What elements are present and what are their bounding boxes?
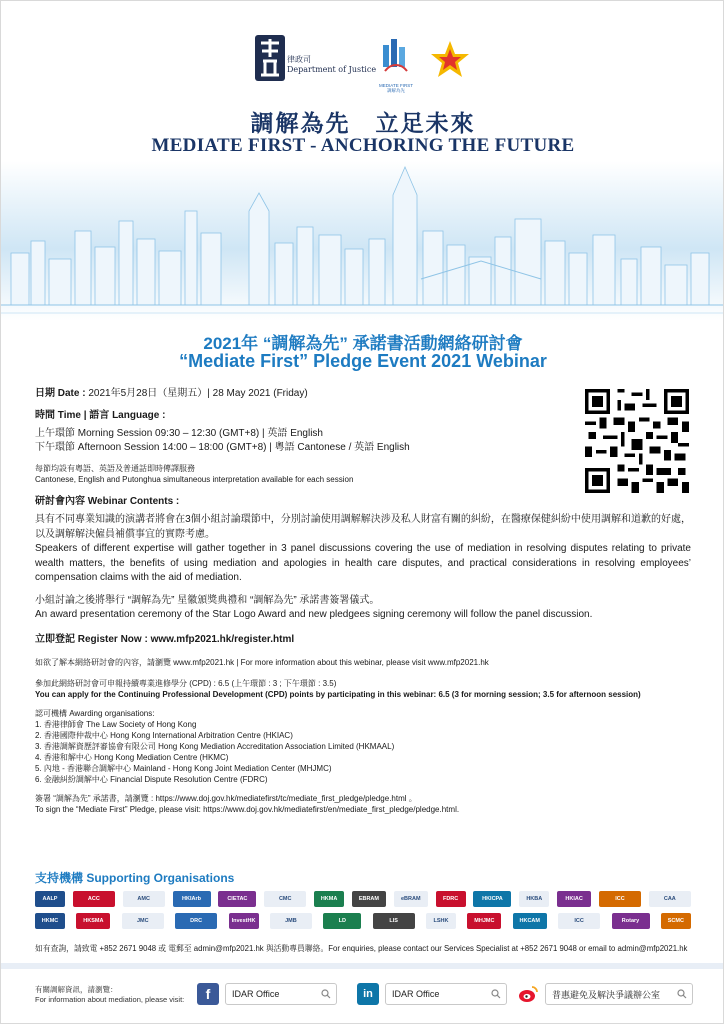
register-link[interactable]: 立即登記 Register Now : www.mfp2021.hk/register.html: [35, 633, 295, 645]
awarding-item: 6. 金融糾紛調解中心 Financial Dispute Resolution Centre (FDRC): [35, 774, 268, 784]
footer-text-zh: 有關調解資訊，請瀏覽：: [35, 985, 118, 994]
facebook-search-box[interactable]: [225, 983, 337, 1005]
supporting-org-logo: SCMC: [661, 913, 691, 929]
awarding-item: 4. 香港和解中心 Hong Kong Mediation Centre (HKMC): [35, 752, 229, 762]
interpretation-en: Cantonese, English and Putonghua simultaneous interpretation available for each session: [35, 475, 354, 484]
supporting-org-logo: AMC: [123, 891, 165, 907]
weibo-link[interactable]: [517, 981, 693, 1007]
slogan-zh: 調解為先 立足未來: [250, 110, 476, 137]
search-icon: [677, 989, 687, 999]
weibo-icon: [517, 983, 539, 1005]
supporting-org-logo: CIETAC: [218, 891, 256, 907]
footer: [1, 963, 724, 1024]
supporting-org-logo: ACC: [73, 891, 115, 907]
facebook-icon: f: [197, 983, 219, 1005]
supporting-org-logo: CAA: [649, 891, 691, 907]
mf-caption-zh: 調解為先: [387, 88, 405, 93]
ceremony-paragraph-en: An award presentation ceremony of the Star Logo Award and new pledgees signing ceremony will follow the panel discussion.: [35, 609, 593, 620]
hong-kong-skyline-illustration: [1, 161, 724, 321]
supporting-org-logo: eBRAM: [394, 891, 428, 907]
weibo-search-box[interactable]: [545, 983, 693, 1005]
star-logo: [429, 39, 471, 81]
event-title-zh: 2021年 “調解為先” 承諾書活動網絡研討會: [203, 334, 523, 353]
awarding-item: 1. 香港律師會 The Law Society of Hong Kong: [35, 719, 197, 729]
supporting-org-logo: HKICPA: [473, 891, 511, 907]
supporting-org-logo: HKMA: [314, 891, 344, 907]
supporting-org-logo: AALP: [35, 891, 65, 907]
linkedin-search-box[interactable]: [385, 983, 507, 1005]
supporting-org-logo: HKMC: [35, 913, 65, 929]
supporting-logos-row-2: [35, 913, 691, 929]
supporting-org-logo: InvestHK: [229, 913, 259, 929]
pledge-link-zh[interactable]: 簽署 “調解為先” 承諾書，請瀏覽 : https://www.doj.gov.hk/mediatefirst/tc/mediate_first_pledge/pledge.html 。: [35, 793, 417, 803]
awarding-item: 3. 香港調解資歷評審協會有限公司 Hong Kong Mediation Accreditation Association Limited (HKMAAL): [35, 741, 395, 751]
slogan-en: MEDIATE FIRST - ANCHORING THE FUTURE: [151, 135, 575, 156]
awarding-list: [35, 719, 695, 785]
awarding-item: 2. 香港國際仲裁中心 Hong Kong International Arbitration Centre (HKIAC): [35, 730, 293, 740]
doj-name: [287, 55, 376, 75]
supporting-organisations-title: 支持機構 Supporting Organisations: [35, 871, 235, 885]
contents-paragraph-en: Speakers of different expertise will gather together in 3 panel discussions covering the use of mediation in resolving disputes relating to private wealth matters, the benefits of using mediation and apologies in health care disputes, and practical considerations in resolving employees’ compensation claims with the aid of mediation.: [35, 543, 691, 583]
facebook-link[interactable]: [197, 981, 337, 1007]
ceremony-paragraph-zh: 小組討論之後將舉行 “調解為先” 星徽頒獎典禮和 “調解為先” 承諾書簽署儀式。: [35, 594, 380, 606]
cpd-en: You can apply for the Continuing Professional Development (CPD) points by participating in this webinar: 6.5 (3 for morning session; 3.5 for afternoon session): [35, 689, 641, 699]
supporting-org-logo: HKSMA: [76, 913, 110, 929]
supporting-logos-row-1: [35, 891, 691, 907]
search-icon: [491, 989, 501, 999]
footer-text-en: For information about mediation, please visit:: [35, 995, 185, 1004]
search-icon: [321, 989, 331, 999]
footer-text: [35, 985, 184, 1005]
linkedin-icon: in: [357, 983, 379, 1005]
supporting-org-logo: JMB: [270, 913, 312, 929]
contents-paragraph-zh: 具有不同專業知識的演講者將會在3個小組討論環節中，分別討論使用調解解決涉及私人財富有關的糾紛，在醫療保健糾紛中使用調解和道歉的好處，以及調解解決僱員補償事宜的實際考慮。: [35, 514, 691, 540]
supporting-org-logo: LD: [323, 913, 361, 929]
supporting-org-logo: HKCAM: [513, 913, 547, 929]
awarding-label: 認可機構 Awarding organisations:: [35, 708, 155, 718]
webinar-details: [35, 387, 695, 815]
doj-name-zh: 律政司: [287, 55, 311, 64]
date-line: [35, 387, 695, 401]
supporting-org-logo: LIS: [373, 913, 415, 929]
logo-bar: [1, 33, 724, 93]
date-label: 日期 Date :: [35, 388, 86, 399]
supporting-org-logo: Rotary: [612, 913, 650, 929]
more-info-line[interactable]: 如欲了解本網絡研討會的內容，請瀏覽 www.mfp2021.hk | For more information about this webinar, please visit www.mfp2021.hk: [35, 657, 489, 667]
linkedin-label: IDAR Office: [392, 989, 440, 999]
supporting-org-logo: HKBA: [519, 891, 549, 907]
supporting-org-logo: JMC: [122, 913, 164, 929]
supporting-org-logo: EBRAM: [352, 891, 386, 907]
mediate-first-logo: [379, 35, 413, 81]
facebook-label: IDAR Office: [232, 989, 280, 999]
pledge-link-en[interactable]: To sign the “Mediate First” Pledge, please visit: https://www.doj.gov.hk/mediatefirst/en/mediate_first_pledge/pledge.html.: [35, 804, 460, 814]
supporting-org-logo: DRC: [175, 913, 217, 929]
doj-name-en: Department of Justice: [287, 65, 377, 74]
enquiry-line: 如有查詢，請致電 +852 2671 9048 或 電郵至 admin@mfp2021.hk 與活動專員聯絡。For enquiries, please contact our Services Specialist at +852 2671 9048 or email to admin@mfp2021.hk: [35, 944, 688, 953]
contents-label: 研討會內容 Webinar Contents :: [35, 496, 180, 507]
linkedin-link[interactable]: [357, 981, 507, 1007]
weibo-label: 普惠避免及解決爭議辦公室: [552, 989, 661, 1000]
supporting-org-logo: CMC: [264, 891, 306, 907]
mf-caption: [367, 83, 425, 93]
supporting-org-logo: LSHK: [426, 913, 456, 929]
mf-caption-en: MEDIATE FIRST: [379, 83, 413, 88]
cpd-zh: 參加此網絡研討會可申報持續專業進修學分 (CPD) : 6.5 (上午環節 : 3 ; 下午環節 : 3.5): [35, 678, 337, 688]
event-title-en: “Mediate First” Pledge Event 2021 Webinar: [179, 351, 547, 371]
supporting-org-logo: HKIArb: [173, 891, 211, 907]
supporting-org-logo: FDRC: [436, 891, 466, 907]
supporting-org-logo: MHJMC: [467, 913, 501, 929]
awarding-item: 5. 內地 - 香港聯合調解中心 Mainland - Hong Kong Joint Mediation Center (MHJMC): [35, 763, 332, 773]
date-value: 2021年5月28日（星期五）| 28 May 2021 (Friday): [88, 388, 308, 399]
afternoon-session: 下午環節 Afternoon Session 14:00 – 18:00 (GMT+8) | 粵語 Cantonese / 英語 English: [35, 442, 410, 453]
morning-session: 上午環節 Morning Session 09:30 – 12:30 (GMT+8) | 英語 English: [35, 428, 323, 439]
time-label: 時間 Time | 語言 Language :: [35, 410, 166, 421]
supporting-org-logo: ICC: [558, 913, 600, 929]
interpretation-zh: 每節均設有粵語、英語及普通話即時傳譯服務: [35, 464, 195, 473]
doj-logo: [253, 33, 287, 83]
supporting-org-logo: HKIAC: [557, 891, 591, 907]
supporting-org-logo: ICC: [599, 891, 641, 907]
